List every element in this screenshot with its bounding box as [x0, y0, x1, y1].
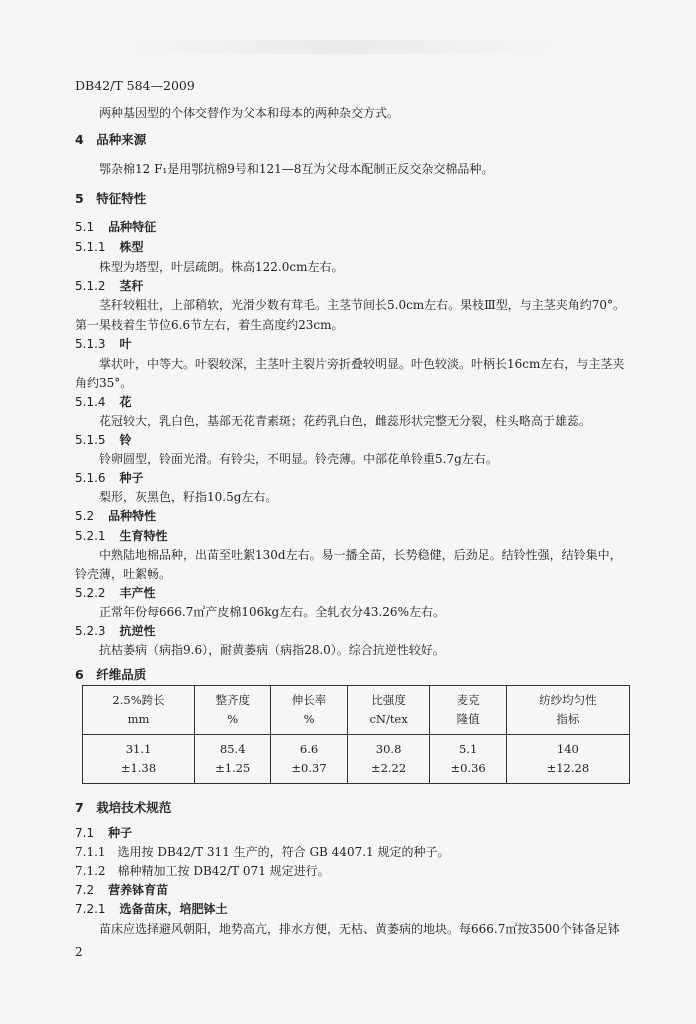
section-5-2-2-heading — [75, 584, 156, 601]
table-header-cell: 麦克 隆值 — [430, 686, 506, 735]
table-row — [83, 735, 630, 784]
section-5-2-3-heading — [75, 622, 156, 639]
section-7-1-2: 7.1.2 棉种精加工按 DB42/T 071 规定进行。 — [75, 864, 330, 878]
section-num: 5.2.1 — [75, 529, 106, 543]
section-4-text: 鄂杂棉12 F₁是用鄂抗棉9号和121—8互为父母本配制正反交杂交棉品种。 — [99, 162, 494, 176]
section-title: 选备苗床，培肥钵土 — [119, 902, 228, 916]
fiber-quality-table — [82, 685, 630, 784]
section-5-1-heading — [75, 218, 156, 235]
section-num: 5.1.3 — [75, 337, 106, 351]
section-5-2-1-text-1: 中熟陆地棉品种，出苗至吐絮130d左右。易一播全苗，长势稳健，后劲足。结铃性强，结铃集中， — [99, 548, 622, 562]
intro-tail: 两种基因型的个体交替作为父本和母本的两种杂交方式。 — [99, 106, 400, 120]
section-title: 铃 — [119, 433, 132, 447]
table-header-cell: 2.5%跨长 mm — [83, 686, 195, 735]
section-4-title: 4 品种来源 — [75, 132, 147, 147]
table-cell: 140 ±12.28 — [506, 735, 629, 784]
section-title: 抗逆性 — [119, 624, 156, 638]
section-num: 5.2.2 — [75, 586, 106, 600]
section-num: 5.1.4 — [75, 395, 106, 409]
section-5-title: 5 特征特性 — [75, 191, 147, 206]
section-5-1-5-text: 铃卵圆型，铃面光滑。有铃尖，不明显。铃壳薄。中部花单铃重5.7g左右。 — [99, 452, 498, 466]
section-num: 5.1.5 — [75, 433, 106, 447]
section-7-title: 7 栽培技术规范 — [75, 800, 172, 815]
table-header-cell: 整齐度 % — [195, 686, 271, 735]
section-5-1-1-text: 株型为塔型，叶层疏朗。株高122.0cm左右。 — [99, 260, 344, 274]
section-num: 7.2 — [75, 883, 95, 897]
section-num: 5.2.3 — [75, 624, 106, 638]
table-header-cell: 伸长率 % — [271, 686, 347, 735]
page-number: 2 — [75, 945, 83, 959]
table-cell: 5.1 ±0.36 — [430, 735, 506, 784]
table-header-row — [83, 686, 630, 735]
scan-smudge — [120, 40, 560, 54]
table-cell: 30.8 ±2.22 — [347, 735, 430, 784]
section-num: 7.1 — [75, 826, 95, 840]
section-5-1-2-heading — [75, 277, 144, 294]
section-7-2-1-heading — [75, 900, 228, 917]
section-title: 生育特性 — [119, 529, 168, 543]
section-7-1-1: 7.1.1 选用按 DB42/T 311 生产的，符合 GB 4407.1 规定的种子。 — [75, 845, 450, 859]
section-title: 营养钵育苗 — [108, 883, 169, 897]
section-5-2-1-heading — [75, 527, 168, 544]
section-7-1-heading — [75, 824, 132, 841]
section-5-1-6-heading — [75, 469, 144, 486]
table-header-cell: 纺纱均匀性 指标 — [506, 686, 629, 735]
section-num: 5.1.6 — [75, 471, 106, 485]
section-title: 品种特性 — [108, 509, 157, 523]
section-num: 5.2 — [75, 509, 95, 523]
doc-code-header: DB42/T 584—2009 — [75, 78, 195, 93]
section-5-2-1-text-2: 铃壳薄，吐絮畅。 — [75, 567, 172, 581]
section-5-1-6-text: 梨形，灰黑色，籽指10.5g左右。 — [99, 490, 278, 504]
section-5-1-5-heading — [75, 431, 132, 448]
section-5-2-heading — [75, 507, 156, 524]
section-5-1-1-heading — [75, 238, 144, 255]
table-cell: 85.4 ±1.25 — [195, 735, 271, 784]
section-5-1-3-text-1: 掌状叶，中等大。叶裂较深，主茎叶主裂片旁折叠较明显。叶色较淡。叶柄长16cm左右，与主茎夹 — [99, 357, 625, 371]
section-5-1-2-text-2: 第一果枝着生节位6.6节左右，着生高度约23cm。 — [75, 318, 344, 332]
section-7-2-heading — [75, 881, 168, 898]
table-cell: 31.1 ±1.38 — [83, 735, 195, 784]
section-5-1-4-heading — [75, 393, 132, 410]
section-5-1-4-text: 花冠较大，乳白色，基部无花青素斑；花药乳白色，雌蕊形状完整无分裂，柱头略高于雄蕊。 — [99, 414, 592, 428]
section-5-2-3-text: 抗枯萎病（病指9.6），耐黄萎病（病指28.0）。综合抗逆性较好。 — [99, 643, 445, 657]
section-5-2-2-text: 正常年份每666.7㎡产皮棉106kg左右。全轧衣分43.26%左右。 — [99, 605, 445, 619]
section-5-1-2-text-1: 茎秆较粗壮，上部稍软，光滑少数有茸毛。主茎节间长5.0cm左右。果枝Ⅲ型，与主茎夹角约70°。 — [99, 298, 626, 312]
section-title: 品种特征 — [108, 220, 157, 234]
section-title: 茎秆 — [119, 279, 144, 293]
section-num: 5.1.2 — [75, 279, 106, 293]
section-title: 种子 — [108, 826, 133, 840]
section-title: 丰产性 — [119, 586, 156, 600]
section-7-2-1-text: 苗床应选择避风朝阳，地势高亢，排水方便，无枯、黄萎病的地块。每666.7㎡按3500个钵备足钵 — [99, 922, 620, 936]
section-title: 花 — [119, 395, 132, 409]
section-num: 5.1 — [75, 220, 95, 234]
section-title: 种子 — [119, 471, 144, 485]
section-5-1-3-text-2: 角约35°。 — [75, 376, 133, 390]
section-5-1-3-heading — [75, 335, 132, 352]
section-6-title: 6 纤维品质 — [75, 667, 147, 682]
section-title: 叶 — [119, 337, 132, 351]
section-num: 7.2.1 — [75, 902, 106, 916]
table-cell: 6.6 ±0.37 — [271, 735, 347, 784]
table-header-cell: 比强度 cN/tex — [347, 686, 430, 735]
section-num: 5.1.1 — [75, 240, 106, 254]
section-title: 株型 — [119, 240, 144, 254]
